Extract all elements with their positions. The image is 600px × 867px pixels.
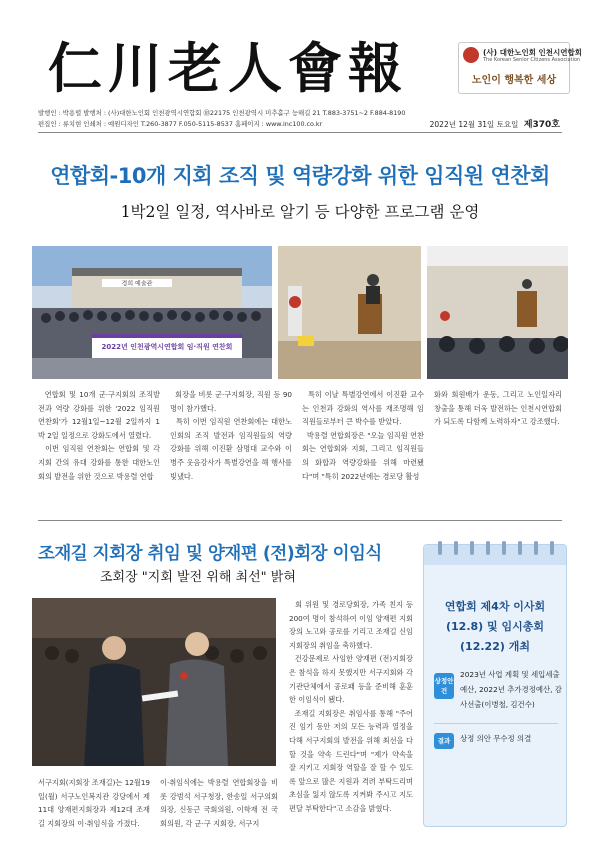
header-divider: [38, 132, 562, 133]
article1-col4: 화와 회원배가 운동, 그리고 노인일자리 창출을 통해 더욱 발전하는 인천시연합회가 되도록 다함께 노력하자"고 강조했다.: [434, 390, 562, 427]
binder-ring-icon: [438, 541, 442, 555]
org-badge: [458, 42, 583, 94]
article2-subheadline: 조회장 "지회 발전 위해 최선" 밝혀: [100, 570, 296, 585]
binder-ring-icon: [454, 541, 458, 555]
notice-divider: [434, 723, 558, 724]
article2-col1: 서구지회(지회장 조재길)는 12월19일(월) 서구노인복지관 강당에서 제11대 양재편지회장과 제12대 조재길 지회장의 이·취임식을 가졌다.: [38, 778, 150, 828]
publisher-info: [38, 108, 405, 130]
org-name: (사) 대한노인회 인천시연합회: [483, 48, 583, 57]
publisher-line-1: 발행인 : 박용렬 발행처 : (사)대한노인회 인천광역시연합회 ㊞22175 인천광역시 미추홀구 능해길 21 T.883-3751~2 F.884-8190: [38, 109, 406, 117]
notice-tag-result: 결과: [434, 733, 454, 749]
article2-col2: 이·취임식에는 박용렬 연합회장을 비롯 강범석 서구청장, 한송일 서구의회 의장, 신동근 국회의원, 이학재 전 국회의원, 각 군·구 지회장, 서구지: [160, 778, 278, 828]
section-divider: [38, 520, 562, 521]
org-slogan: 노인이 행복한 세상: [471, 75, 557, 86]
photo-building-sign: 경희 예술관: [121, 280, 153, 288]
binder-ring-icon: [470, 541, 474, 555]
issue-number: 제370호: [523, 120, 560, 130]
article2-col3: 회 위원 및 경로당회장, 가족 친지 등 200여 명이 참석하여 이임 양재편 지회장의 노고와 공로를 기리고 조재길 신임 지회장의 취임을 축하했다. 건강문제로 사임한 양재편 (전)지회장은 참석을 하지 못했지만 서구지회와 각 기관단체에서 공로패 등을 준비해 훈훈한 이임식이 됐다. 조재길 지회장은 취임사를 통해 "주어진 임기 동안 저의 모든 능력과 열정을 다해 서구지회의 발전을 위해 최선을 다할 것을 약속 드린다"며 "제가 약속을 잘 지키고 지회장 역할을 잘 할 수 있도록 앞으로 많은 지원과 격려 부탁드리며 초심을 잃지 않도록 지켜봐 주시고 지도편달 부탁한다"고 소감을 밝혔다.: [289, 600, 413, 813]
article1-col1: 연합회 및 10개 군·구지회의 조직발전과 역량 강화를 위한 '2022 임직원 연찬회'가 12월1일~12월 2일까지 1박 2일 일정으로 강화도에서 열렸다. 이번 임직원 연찬회는 연합회 및 각 지회 간의 유대 강화를 통한 대한노인회의 발전을 위한 것으로 박용렬 연합: [38, 390, 160, 481]
notice-header-strip: [424, 545, 566, 565]
binder-ring-icon: [550, 541, 554, 555]
newspaper-title: 仁川老人會報: [48, 36, 408, 100]
article1-photo-group: [32, 246, 272, 379]
org-english-name: The Korean Senior Citizens Association: [483, 57, 581, 63]
org-logo-icon: [463, 47, 479, 63]
notice-result-text: 상정 의안 무수정 의결: [460, 734, 532, 743]
notice-tag-agenda: 상정안건: [434, 673, 454, 699]
article1-col3: 특히 이날 특별강연에서 이진환 교수는 인천과 강화의 역사를 재조명해 임직원들로부터 큰 박수를 받았다. 박용렬 연합회장은 "오늘 임직원 연찬회는 연합회와 지회, 그리고 임직원들의 화합과 역량강화를 위해 마련됐다"며 "특히 2022년에는 경로당 활성: [302, 390, 424, 481]
notice-box: [423, 544, 567, 827]
article1-col2: 회장을 비롯 군·구지회장, 직원 등 90명이 참가했다. 특히 이번 임직원 연찬회에는 대한노인회의 조직 발전과 임직원들의 역량 강화를 위해 이진환 삼명대 교수와 이병주 웃음강사가 특별강연을 해 행사를 빛냈다.: [170, 390, 292, 481]
article1-photo-lecture: [278, 246, 421, 379]
article2-headline: 조재길 지회장 취임 및 양재편 (전)회장 이임식: [38, 544, 382, 564]
article1-headline: 연합회-10개 지회 조직 및 역량강화 위한 임직원 연찬회: [50, 164, 550, 188]
article1-subheadline: 1박2일 일정, 역사바로 알기 등 다양한 프로그램 운영: [120, 203, 480, 221]
notice-agenda-text: 2023년 사업 계획 및 세입세출 예산, 2022년 추가경정예산, 감사선출(이병철, 김건수): [460, 670, 562, 709]
article2-photo-ceremony: [32, 598, 276, 766]
publisher-line-2: 편집인 : 류치현 인쇄처 : 예원디자인 T.260-3877 F.050-5115-8537 홈페이지 : www.inc100.co.kr: [38, 120, 323, 128]
binder-ring-icon: [518, 541, 522, 555]
photo-banner-text: 2022년 인천광역시연합회 임·직원 연찬회: [101, 343, 233, 351]
binder-ring-icon: [534, 541, 538, 555]
issue-date: 2022년 12월 31일 토요일: [429, 120, 519, 129]
binder-ring-icon: [486, 541, 490, 555]
article1-photo-audience: [427, 246, 568, 379]
binder-ring-icon: [502, 541, 506, 555]
notice-title: 연합회 제4차 이사회(12.8) 및 임시총회(12.22) 개최: [444, 600, 546, 653]
issue-date-number: [430, 117, 560, 130]
